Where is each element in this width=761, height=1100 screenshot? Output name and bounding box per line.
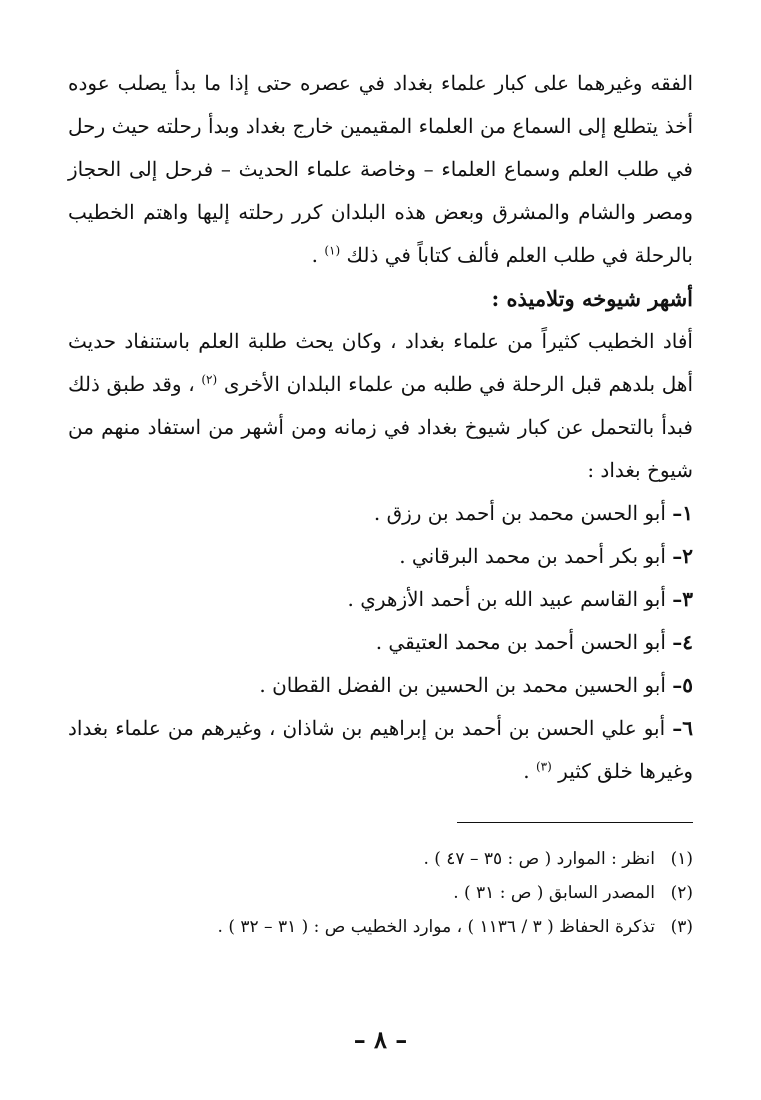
footnote [68,842,693,876]
paragraph-text: ، وقد طبق ذلك فبدأ بالتحمل عن كبار شيوخ بغداد في زمانه ومن أشهر من استفاد منهم من شيوخ بغداد : [68,372,693,482]
list-item [68,621,693,664]
list-text: أبو علي الحسن بن أحمد بن إبراهيم بن شاذان ، وغيرهم من علماء بغداد وغيرها خلق كثير [68,716,693,783]
footnote-ref: (١) [324,243,341,258]
paragraph-end: . [311,243,325,267]
footnote-text: انظر : الموارد ( ص : ٣٥ – ٤٧ ) . [423,849,655,869]
list-text: أبو الحسن أحمد بن محمد العتيقي . [375,630,673,654]
list-text: أبو القاسم عبيد الله بن أحمد الأزهري . [347,587,673,611]
section-heading: أشهر شيوخه وتلاميذه : [491,286,693,311]
page-number: – ٨ – [353,1025,408,1054]
list-number: ٣– [672,587,693,611]
list-number: ٢– [672,544,693,568]
list-item [68,664,693,707]
list-text: أبو الحسين محمد بن الحسين بن الفضل القطان . [259,673,673,697]
footnote-ref: (٣) [535,759,552,774]
list-number: ١– [672,501,693,525]
list-item [68,492,693,535]
paragraph-text: الفقه وغيرهما على كبار علماء بغداد في عصره حتى إذا ما بدأ يصلب عوده أخذ يتطلع إلى السماع من العلماء المقيمين خارج بغداد وبدأ رحلته حيث رحل في طلب العلم وسماع العلماء – وخاصة علماء الحديث – فرحل إلى الحجاز ومصر والشام والمشرق وبعض هذه البلدان كرر رحلته إليها واهتم الخطيب بالرحلة في طلب العلم فألف كتاباً في ذلك [68,71,693,267]
list-item [68,535,693,578]
list-end: . [523,759,536,783]
footnote-mark: (١) [670,849,693,869]
paragraph-text: أفاد الخطيب كثيراً من علماء بغداد ، وكان يحث طلبة العلم باستنفاد حديث أهل بلدهم قبل الرحلة في طلبه من علماء البلدان الأخرى [68,329,694,396]
list-text: أبو بكر أحمد بن محمد البرقاني . [399,544,673,568]
footnotes [68,842,693,944]
teachers-list [68,492,693,793]
footnote-mark: (٣) [670,917,693,937]
footnote-text: تذكرة الحفاظ ( ٣ / ١١٣٦ ) ، موارد الخطيب ص : ( ٣١ – ٣٢ ) . [217,917,655,937]
paragraph-travel [68,62,693,277]
footnote-text: المصدر السابق ( ص : ٣١ ) . [453,883,655,903]
list-text: أبو الحسن محمد بن أحمد بن رزق . [373,501,673,525]
footnote [68,876,693,910]
list-item [68,707,693,793]
list-number: ٦– [672,716,693,740]
footnote-mark: (٢) [670,883,693,903]
main-text [68,62,693,793]
paragraph-teachers [68,320,693,492]
list-number: ٥– [672,673,693,697]
footnote-ref: (٢) [201,372,218,387]
footnote-divider [457,822,693,823]
list-number: ٤– [672,630,693,654]
footnote [68,910,693,944]
list-item [68,578,693,621]
